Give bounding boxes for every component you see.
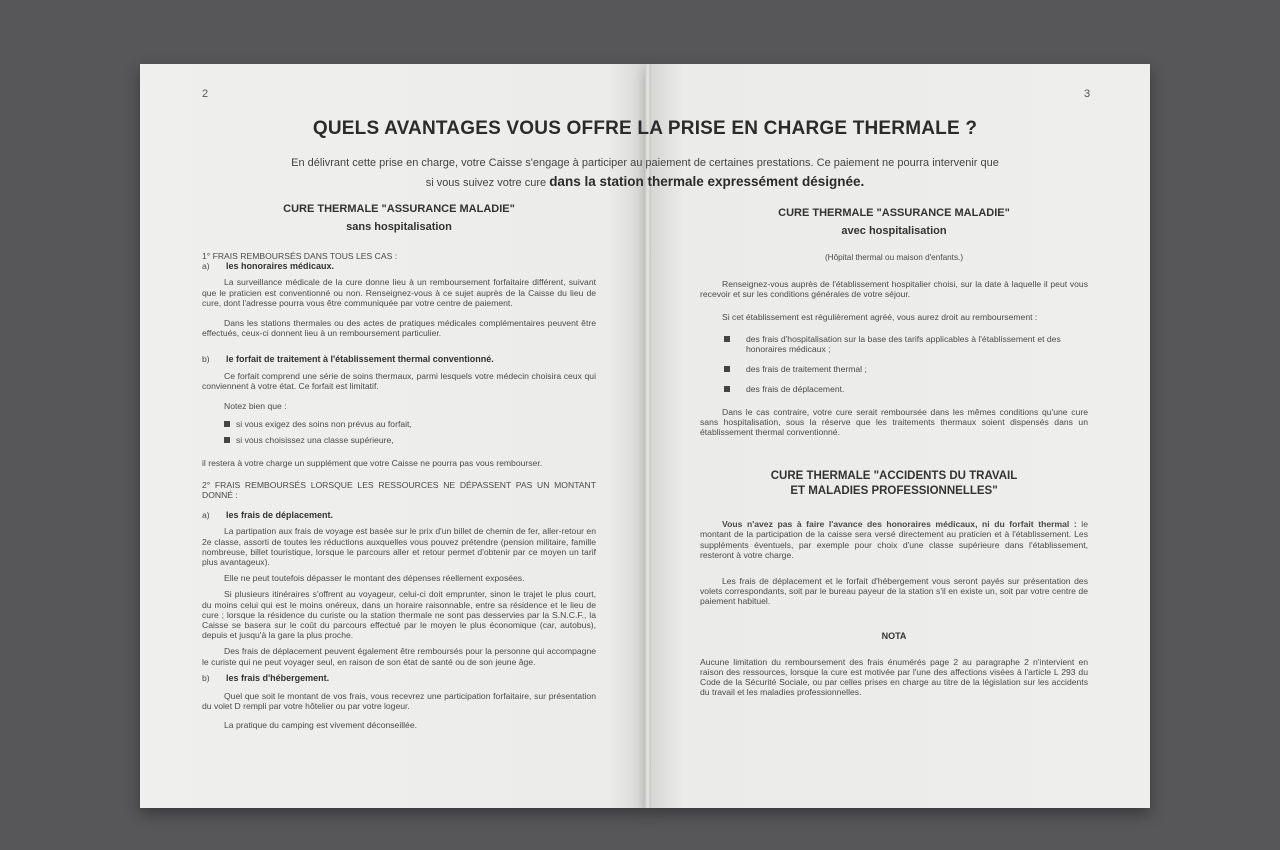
list-item <box>202 419 596 429</box>
paragraph: Les frais de déplacement et le forfait d'hébergement vous seront payés sur présentation des volets correspondants, soit par le bureau payeur de la station s'il en existe un, soit par votre centre de paiement habituel. <box>700 576 1088 607</box>
item-d-key: b) <box>202 672 210 683</box>
paragraph <box>700 519 1088 560</box>
item-b-key: b) <box>202 354 210 365</box>
paragraph: il restera à votre charge un supplément que votre Caisse ne pourra pas vous rembourser. <box>202 457 543 468</box>
paragraph: La partipation aux frais de voyage est basée sur le prix d'un billet de chemin de fer, aller-retour en 2e classe, assorti de toutes les réductions auxquelles vous pouvez prétendre (pension militaire, famille nombreuse, billet touristique, lorsque le parcours aller et retour permet d'obtenir par ce moyen un tarif plus avantageux). <box>202 526 596 568</box>
right-column <box>700 206 1088 698</box>
left-section-title: CURE THERMALE "ASSURANCE MALADIE" <box>283 203 515 215</box>
list-item-text: des frais de traitement thermal ; <box>746 364 867 375</box>
paragraph: Renseignez-vous auprès de l'établissement hospitalier choisi, sur la date à laquelle il peut vous recevoir et sur les conditions générales de votre séjour. <box>700 279 1088 300</box>
right-section-2-title-line-2: ET MALADIES PROFESSIONNELLES" <box>790 485 998 498</box>
page-number-right: 3 <box>1084 88 1091 100</box>
section-2-heading: 2° FRAIS REMBOURSÉS LORSQUE LES RESSOURCES NE DÉPASSENT PAS UN MONTANT DONNÉ : <box>202 479 596 501</box>
paragraph: Elle ne peut toutefois dépasser le montant des dépenses réellement exposées. <box>224 573 525 584</box>
list-item-text: si vous exigez des soins non prévus au forfait, <box>236 419 412 430</box>
item-d-label <box>202 673 596 683</box>
item-c-label <box>202 510 596 520</box>
square-bullet-icon <box>724 386 730 392</box>
page-title: QUELS AVANTAGES VOUS OFFRE LA PRISE EN CHARGE THERMALE ? <box>312 118 978 139</box>
paragraph: Dans le cas contraire, votre cure serait remboursée dans les mêmes conditions qu'une cure sans hospitalisation, sous la réserve que les traitements thermaux soient dispensés dans un établissement thermal conventionné. <box>700 406 1088 438</box>
item-a-label <box>202 261 596 271</box>
paragraph-rest: le montant de la participation de la caisse sera versé directement au praticien et à l'établissement. Les suppléments éventuels, par exemple pour choix d'une classe supérieure dans l'établissement, resteront à votre charge. <box>700 519 1088 560</box>
open-booklet <box>140 64 1150 808</box>
list-item <box>700 364 1088 374</box>
paragraph: Des frais de déplacement peuvent également être remboursés pour la personne qui accompagne le curiste qui ne peut voyager seul, en raison de son état de santé ou de son jeune âge. <box>202 646 596 667</box>
left-section-subtitle: sans hospitalisation <box>346 221 452 233</box>
intro-line-2-plain: si vous suivez votre cure <box>425 177 547 189</box>
right-section-2-title-line-1: CURE THERMALE "ACCIDENTS DU TRAVAIL <box>770 470 1018 483</box>
item-b-label <box>202 354 596 364</box>
intro-line-1: En délivrant cette prise en charge, votre Caisse s'engage à participer au paiement de certaines prestations. Ce paiement ne pourra intervenir que <box>291 157 999 169</box>
list-item <box>202 435 596 445</box>
list-item-text: si vous choisissez una classe supérieure, <box>236 435 394 446</box>
paragraph: Dans les stations thermales ou des actes de pratiques médicales complémentaires peuvent être effectués, ceux-ci donnent lieu à un remboursement particulier. <box>202 318 596 339</box>
paragraph: Si cet établissement est régulièrement agréé, vous aurez droit au remboursement : <box>722 311 1038 322</box>
intro-line-2-bold: dans la station thermale expressément désignée. <box>549 174 865 189</box>
paragraph: Si plusieurs itinéraires s'offrent au voyageur, celui-ci doit emprunter, sinon le trajet le plus court, du moins celui qui est le moins onéreux, dans un horaire raisonnable, entre sa résidence et le lieu de cure ; lorsque la résidence du curiste ou la station thermale ne sont pas desservies par la S.N.C.F., la Caisse se basera sur le coût du parcours effectué par le moyen le plus économique (car, autobus), depuis et jusqu'à la gare la plus proche. <box>202 589 596 641</box>
item-b-text: le forfait de traitement à l'établissement thermal conventionné. <box>226 354 494 365</box>
list-item <box>700 334 1088 354</box>
list-item-text: des frais de déplacement. <box>746 384 845 395</box>
item-a-text: les honoraires médicaux. <box>226 261 335 272</box>
list-item <box>700 384 1088 394</box>
note-heading: Notez bien que : <box>224 401 287 412</box>
list-item-text: des frais d'hospitalisation sur la base des tarifs applicables à l'établissement et des honoraires médicaux ; <box>746 333 1061 355</box>
paragraph: Quel que soit le montant de vos frais, vous recevrez une participation forfaitaire, sur présentation du volet D rempli par votre hôtelier ou par votre logeur. <box>202 691 596 712</box>
item-c-key: a) <box>202 510 210 521</box>
right-section-subtitle: avec hospitalisation <box>841 225 947 237</box>
square-bullet-icon <box>224 421 230 427</box>
square-bullet-icon <box>724 366 730 372</box>
nota-text: Aucune limitation du remboursement des frais énumérés page 2 au paragraphe 2 n'intervient en raison des ressources, lorsque la cure est motivée par l'une des affections visées à l'article L 293 du Code de la Sécurité Sociale, ou par celles prises en charge au titre de la législation sur les accidents du travail et les maladies professionnelles. <box>700 656 1088 698</box>
intro-line-2 <box>140 174 1150 189</box>
paragraph: Ce forfait comprend une série de soins thermaux, parmi lesquels votre médecin choisira ceux qui conviennent à votre état. Ce forfait est limitatif. <box>202 370 596 391</box>
page-number-left: 2 <box>202 88 209 100</box>
item-d-text: les frais d'hébergement. <box>226 672 330 683</box>
right-section-2-title <box>700 469 1088 499</box>
item-a-key: a) <box>202 261 210 272</box>
paragraph-bold-lead: Vous n'avez pas à faire l'avance des honoraires médicaux, ni du forfait thermal : <box>722 519 1077 530</box>
item-c-text: les frais de déplacement. <box>226 510 334 521</box>
square-bullet-icon <box>724 336 730 342</box>
square-bullet-icon <box>224 437 230 443</box>
paragraph: La surveillance médicale de la cure donne lieu à un remboursement forfaitaire différent, suivant que le praticien est conventionné ou non. Renseignez-vous à ce sujet auprès de la Caisse du lieu de cure, dont l'adresse pourra vous être communiquée par votre centre de paiement. <box>202 277 596 308</box>
right-section-note: (Hôpital thermal ou maison d'enfants.) <box>824 253 964 262</box>
nota-title: NOTA <box>881 630 907 641</box>
section-1-heading: 1° FRAIS REMBOURSÉS DANS TOUS LES CAS : <box>202 251 398 261</box>
left-column <box>202 202 596 730</box>
right-section-title: CURE THERMALE "ASSURANCE MALADIE" <box>778 207 1010 219</box>
paragraph: La pratique du camping est vivement déconseillée. <box>224 719 417 730</box>
